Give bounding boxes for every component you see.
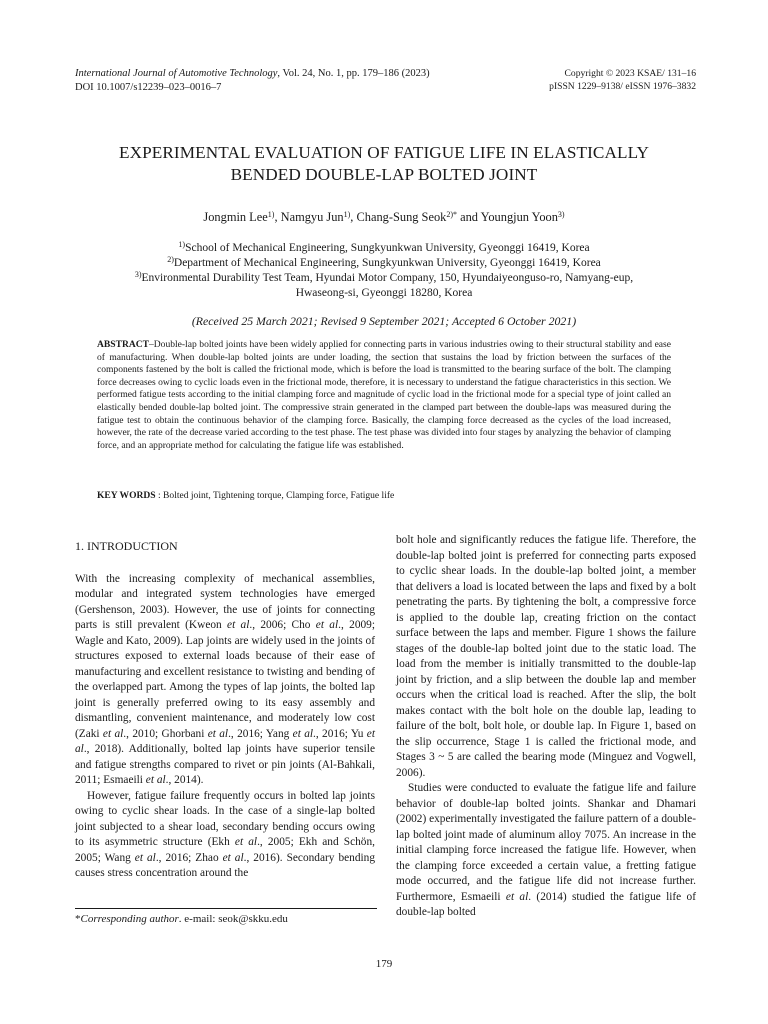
issn: pISSN 1229–9138/ eISSN 1976–3832 bbox=[549, 81, 696, 92]
title-line-1: EXPERIMENTAL EVALUATION OF FATIGUE LIFE IN ELASTICALLY bbox=[119, 143, 649, 162]
author-list bbox=[60, 210, 708, 225]
journal-details: , Vol. 24, No. 1, pp. 179–186 (2023) bbox=[277, 68, 430, 79]
author-separator: and bbox=[457, 210, 481, 224]
citation-etal: et al bbox=[207, 727, 229, 740]
body-text: . (2014) studied the fatigue life of double-lap bolted bbox=[396, 890, 696, 918]
body-text: ., 2018). Additionally, bolted lap joints have superior tensile and fatigue strengths compared to rivet or pin joints (Al-Bahkali, 2011; Esmaeili bbox=[75, 743, 375, 786]
journal-citation bbox=[75, 67, 430, 81]
author-mark: 1) bbox=[343, 210, 351, 219]
citation-etal: et al bbox=[227, 619, 250, 631]
body-paragraph bbox=[396, 533, 696, 781]
affiliation-mark: 2) bbox=[167, 255, 174, 264]
body-paragraph bbox=[75, 572, 375, 789]
journal-name: International Journal of Automotive Technology bbox=[75, 68, 278, 79]
received-dates: (Received 25 March 2021; Revised 9 September 2021; Accepted 6 October 2021) bbox=[191, 314, 577, 328]
body-text: ., 2016; Yu bbox=[313, 727, 367, 740]
keywords-text: : Bolted joint, Tightening torque, Clamping force, Fatigue life bbox=[155, 490, 395, 501]
affiliations bbox=[80, 241, 688, 301]
author-name: Namgyu Jun bbox=[280, 210, 344, 224]
body-text: ., 2010; Ghorbani bbox=[123, 727, 208, 740]
affiliation-text: Department of Mechanical Engineering, Sungkyunkwan University, Gyeonggi 16419, Korea bbox=[173, 257, 601, 269]
footnote-label: Corresponding author bbox=[80, 913, 179, 925]
body-paragraph bbox=[396, 781, 696, 921]
paper-title bbox=[60, 142, 708, 186]
abstract-text: –Double-lap bolted joints have been widely applied for connecting parts in various industries owing to their structural stability and ease of manufacturing. When double-lap bolted joints are under loading, the section that sustains the load by friction between the surfaces of the components fastened by the bolt is called the frictional mode, which is before the load is transmitted to the bearing surface of the bolt. The clamping force decreases owing to cyclic loads even in the frictional mode, therefore, it is necessary to understand the fatigue characteristics in this section. We performed fatigue tests according to the initial clamping force and magnitude of cyclic load in the frictional mode for a special type of joint called an elastically bended double-lap bolted joint. The compressive strain generated in the clamped part between the double-laps was measured during the fatigue test to obtain the continuous behavior of the clamping force. Basically, the clamping force decreased as the cycles of the load increased, however, the rate of the decrease varied according to the test phase. The test phase was divided into four stages by analyzing the behavior of clamping force, and an appropriate method for calculating the fatigue life was established. bbox=[97, 339, 671, 451]
affiliation-text: School of Mechanical Engineering, Sungkyunkwan University, Gyeonggi 16419, Korea bbox=[185, 242, 590, 254]
author-name: Youngjun Yoon bbox=[480, 210, 558, 224]
body-text: ., 2005; Ekh and Schön, 2005; Wang bbox=[75, 836, 375, 864]
citation-etal: et al bbox=[505, 890, 529, 903]
right-column bbox=[396, 533, 696, 921]
body-text: ., 2016). Secondary bending causes stress concentration around the bbox=[75, 851, 375, 879]
affiliation-line bbox=[80, 241, 688, 256]
section-heading: 1. INTRODUCTION bbox=[75, 539, 178, 553]
author-name: Jongmin Lee bbox=[203, 210, 268, 224]
author-mark: 2)* bbox=[446, 210, 458, 219]
keywords bbox=[97, 490, 671, 501]
affiliation-line bbox=[80, 286, 688, 301]
author-name: Chang-Sung Seok bbox=[356, 210, 447, 224]
author-separator: , bbox=[350, 210, 357, 224]
footnote-marker: * bbox=[75, 913, 81, 925]
body-text: ., 2014). bbox=[165, 774, 204, 786]
footnote bbox=[75, 913, 288, 925]
affiliation-line bbox=[80, 271, 688, 286]
left-column bbox=[75, 539, 375, 882]
abstract-label: ABSTRACT bbox=[97, 339, 149, 350]
affiliation-text: Hwaseong-si, Gyeonggi 18280, Korea bbox=[295, 287, 473, 299]
title-line-2: BENDED DOUBLE-LAP BOLTED JOINT bbox=[230, 165, 538, 184]
citation-etal: et al bbox=[222, 851, 244, 864]
affiliation-line bbox=[80, 256, 688, 271]
copyright: Copyright © 2023 KSAE/ 131–16 bbox=[564, 68, 696, 79]
citation-etal: et al bbox=[234, 836, 258, 848]
doi: DOI 10.1007/s12239–023–0016–7 bbox=[75, 82, 222, 93]
body-text: bolt hole and significantly reduces the fatigue life. Therefore, the double-lap bolted joint is preferred for connecting parts exposed to cyclic shear loads. In the double-lap bolted joint, a member that delivers a load is located between the laps and fixed by a bolt penetrating the parts. By tightening the bolt, a compressive force is applied to the double lap, creating friction on the contact surface between the laps and member. Figure 1 shows the failure stages of the double-lap bolted joint due to the static load. The load from the member is initially transmitted to the double-lap joint by friction, and a slip between the double lap and member occurs when the critical load is reached. After the slip, the bolt makes contact with the bolt hole on the double lap, leading to failure of the bolt, bolt hole, or double lap. In Figure 1, based on the slip occurrence, Stage 1 is called the frictional mode, and Stages 3 ~ 5 are called the bearing mode (Minguez and Vogwell, 2006). bbox=[396, 534, 696, 779]
body-text: ., 2009; Wagle and Kato, 2009). Lap joints are widely used in the joints of structures exposed to external loads because of their ease of manufacturing and excellent resistance to twisting and bending of the overlapped part. Among the types of lap joints, the bolted lap joint is generally preferred owing to its easy assembly and dismantling, convenient maintenance, and moderately low cost (Zaki bbox=[75, 619, 375, 740]
body-paragraph bbox=[75, 789, 375, 882]
author-mark: 1) bbox=[267, 210, 275, 219]
citation-etal: et al bbox=[134, 851, 156, 864]
page-number: 179 bbox=[375, 958, 393, 970]
citation-etal: et al bbox=[315, 619, 339, 631]
body-text: However, fatigue failure frequently occurs in bolted lap joints owing to cyclic shear loads. In the case of a single-lap bolted joint subjected to a shear load, secondary bending occurs owing to its asymmetric structure (Ekh bbox=[75, 789, 375, 848]
affiliation-mark: 1) bbox=[178, 240, 186, 249]
author-separator: , bbox=[274, 210, 281, 224]
affiliation-mark: 3) bbox=[134, 270, 142, 279]
right-paragraphs bbox=[396, 533, 696, 921]
body-text: Studies were conducted to evaluate the fatigue life and failure behavior of double-lap bolted joints. Shankar and Dhamari (2002) experimentally investigated the failure pattern of a double-lap bolted joint made of aluminum alloy 7075. An increase in the initial clamping force increased the fatigue life. However, when the clamping force exceeded a certain value, a fretting fatigue mode occurred, and the fatigue life did not increase further. Furthermore, Esmaeili bbox=[396, 782, 696, 903]
abstract bbox=[97, 339, 671, 452]
citation-etal: et al bbox=[102, 727, 124, 740]
body-text: ., 2016; Yang bbox=[228, 727, 293, 740]
citation-etal: et al bbox=[145, 774, 166, 786]
journal-header bbox=[75, 67, 430, 95]
citation-etal: et al bbox=[292, 727, 314, 740]
citation-etal: et al bbox=[75, 727, 375, 755]
body-text: ., 2016; Zhao bbox=[155, 851, 223, 864]
copyright-block bbox=[549, 67, 696, 93]
affiliation-text: Environmental Durability Test Team, Hyundai Motor Company, 150, Hyundaiyeonguso-ro, Namyang-eup, bbox=[141, 272, 634, 284]
footnote-divider bbox=[75, 908, 377, 909]
keywords-label: KEY WORDS bbox=[97, 490, 156, 501]
author-mark: 3) bbox=[557, 210, 565, 219]
body-text: ., 2006; Cho bbox=[249, 619, 316, 631]
left-paragraphs bbox=[75, 572, 375, 882]
footnote-text: . e-mail: seok@skku.edu bbox=[178, 913, 288, 925]
body-text: With the increasing complexity of mechanical assemblies, modular and integrated system technologies have emerged (Gershenson, 2003). However, the use of joints for connecting parts is still prevalent (Kweon bbox=[75, 572, 375, 631]
